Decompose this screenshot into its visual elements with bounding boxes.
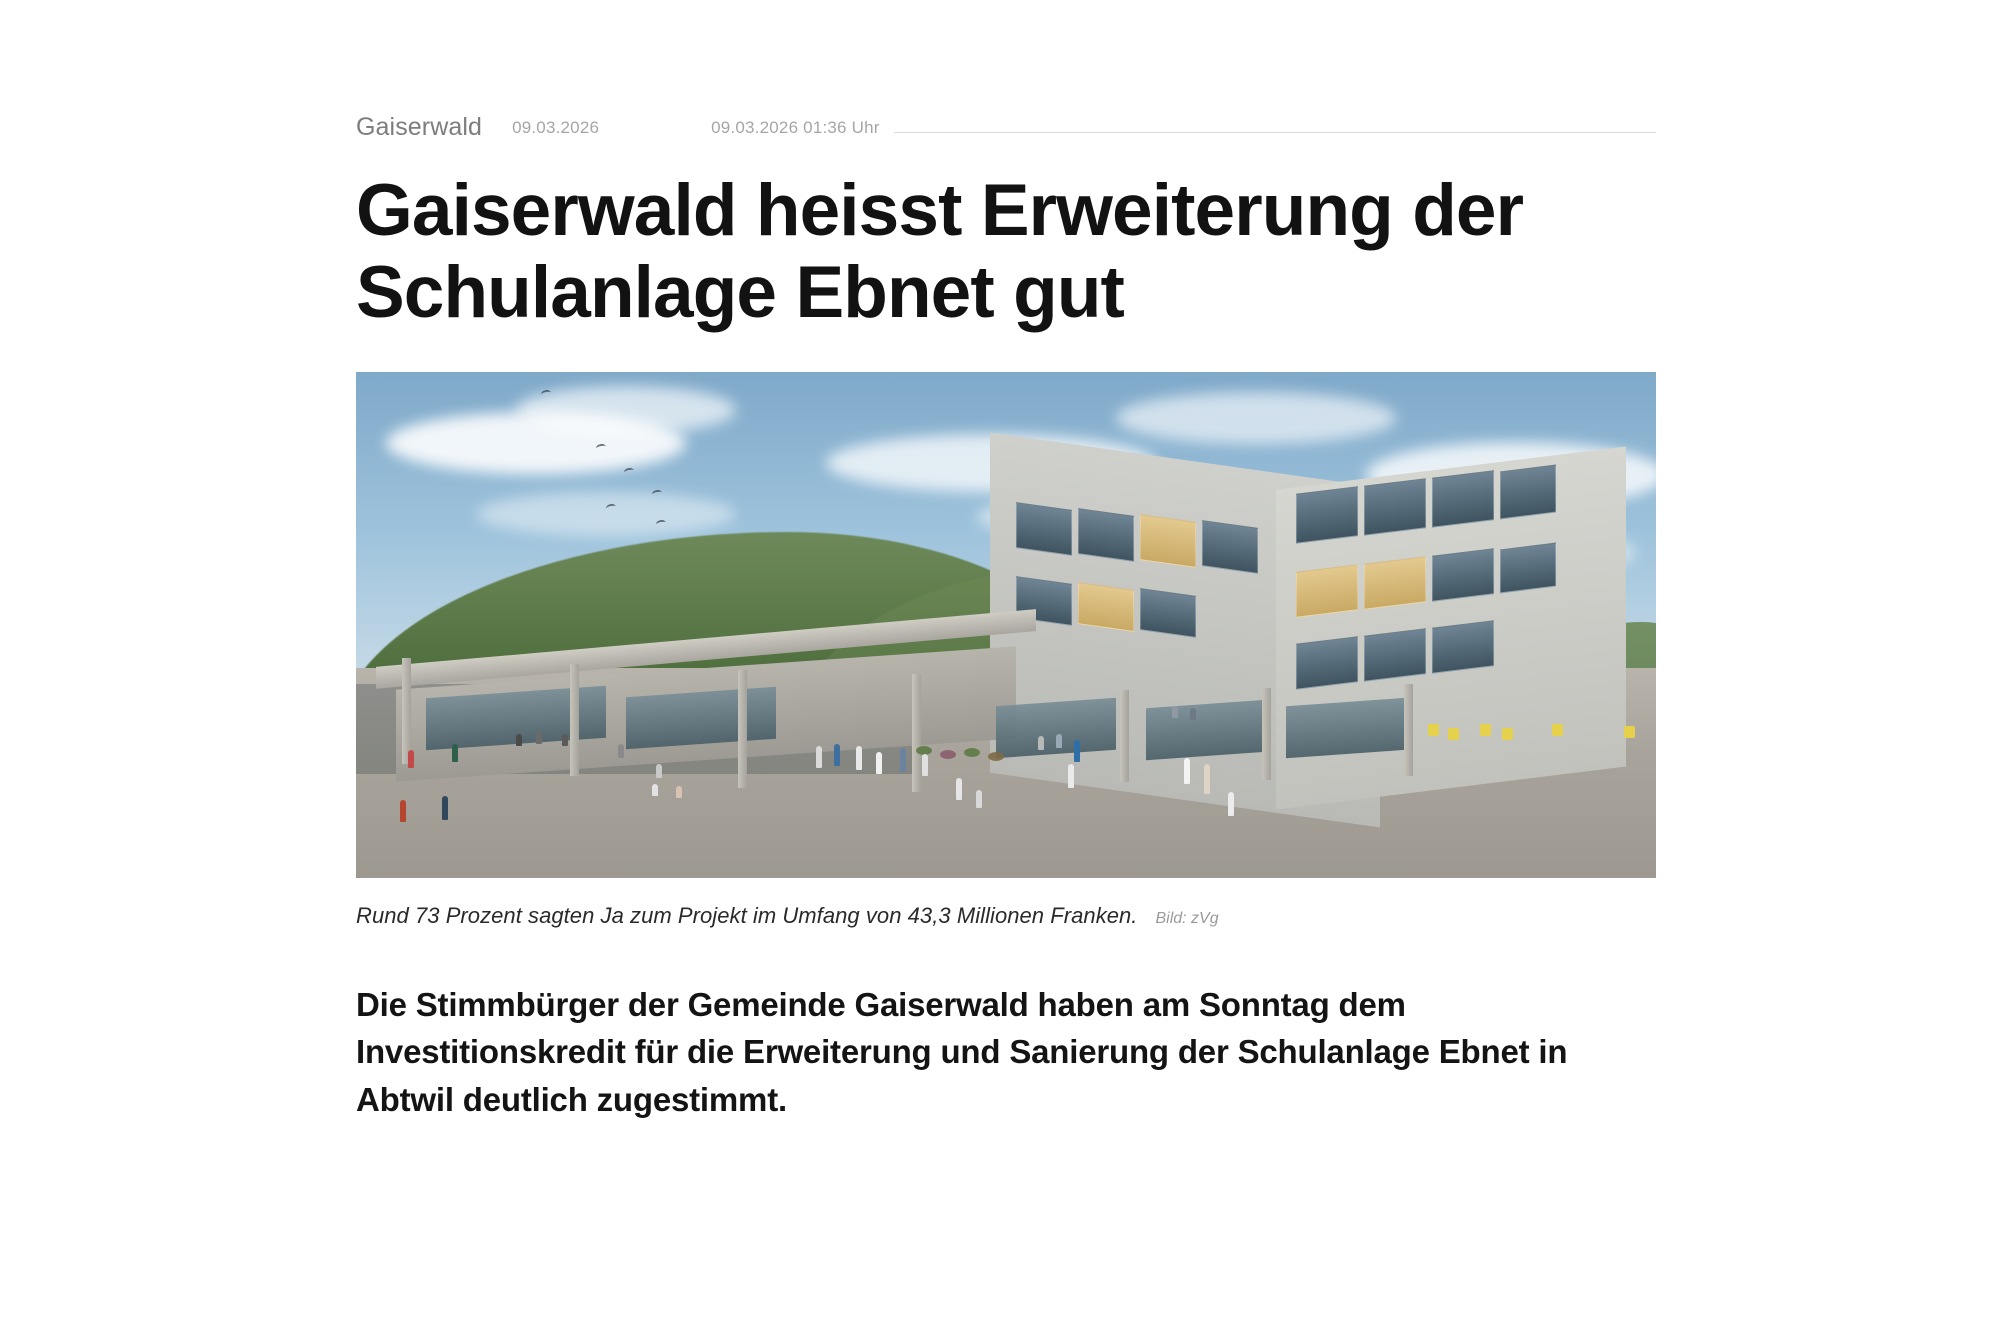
image-caption (356, 903, 1656, 929)
person (400, 800, 406, 822)
window (1432, 548, 1494, 602)
page-title: Gaiserwald heisst Erweiterung der Schulanlage Ebnet gut (356, 170, 1524, 333)
person (408, 750, 414, 768)
canopy-column (570, 664, 579, 776)
cloud (1116, 392, 1396, 444)
window (1016, 502, 1072, 556)
shrub (940, 750, 956, 759)
window (1078, 508, 1134, 562)
window (1140, 514, 1196, 568)
person (652, 784, 658, 796)
window (1432, 620, 1494, 674)
bird (651, 489, 662, 498)
person (956, 778, 962, 800)
bird (605, 503, 616, 512)
window (1296, 636, 1358, 690)
terrace-chair (1448, 728, 1459, 740)
window (1432, 470, 1494, 528)
bird (623, 467, 634, 476)
ground-floor-glazing (996, 697, 1116, 757)
window (1078, 582, 1134, 632)
terrace-chair (1502, 728, 1513, 740)
person (816, 746, 822, 768)
publish-date: 09.03.2026 (512, 118, 600, 137)
terrace-chair (1552, 724, 1563, 736)
window (1296, 486, 1358, 544)
person (516, 734, 522, 746)
person (900, 748, 906, 772)
canopy-column (912, 674, 921, 792)
person (656, 764, 662, 778)
canopy-column (1404, 684, 1413, 776)
article-lead: Die Stimmbürger der Gemeinde Gaiserwald haben am Sonntag dem Investitionskredit für die Erweiterung und Sanierung der Schulanlage Ebnet in Abtwil deutlich zugestimmt. (356, 985, 1568, 1118)
cloud (476, 492, 736, 536)
person (1228, 792, 1234, 816)
terrace-chair (1428, 724, 1439, 736)
person (976, 790, 982, 808)
canopy-column (402, 658, 411, 764)
update-date: 09.03.2026 01:36 Uhr (711, 118, 880, 137)
article-kicker[interactable]: Gaiserwald (356, 112, 483, 141)
caption-credit: Bild: zVg (1155, 909, 1219, 927)
meta-dates (512, 118, 894, 138)
window (1500, 464, 1556, 519)
article-meta (356, 110, 1656, 144)
shrub (988, 752, 1004, 761)
person (676, 786, 682, 798)
canopy-column (738, 670, 747, 788)
window (1202, 520, 1258, 574)
terrace-chair (1624, 726, 1635, 738)
person (1056, 734, 1062, 748)
meta-divider (512, 118, 1656, 137)
person (1068, 764, 1074, 788)
person (618, 744, 624, 758)
window (1296, 564, 1358, 618)
article-image (356, 372, 1656, 878)
caption-text: Rund 73 Prozent sagten Ja zum Projekt im Umfang von 43,3 Millionen Franken. (356, 902, 1138, 928)
person (1184, 758, 1190, 784)
window (1500, 542, 1556, 593)
article-container (356, 110, 1656, 1156)
window (1364, 478, 1426, 536)
canopy-column (1120, 690, 1129, 782)
person (834, 744, 840, 766)
person (876, 752, 882, 774)
person (1074, 740, 1080, 762)
person (856, 746, 862, 770)
bird (595, 443, 606, 452)
person (562, 734, 568, 746)
window (1140, 588, 1196, 638)
ground-floor-glazing (1146, 699, 1266, 759)
person (922, 754, 928, 776)
ground-floor-glazing (1286, 697, 1406, 757)
person (452, 744, 458, 762)
shrub (964, 748, 980, 757)
window (1364, 628, 1426, 682)
bird (655, 519, 666, 528)
person (536, 732, 542, 744)
ground-floor-glazing (626, 686, 776, 748)
person (442, 796, 448, 820)
person (1204, 764, 1210, 794)
terrace-chair (1480, 724, 1491, 736)
article-figure (356, 372, 1656, 929)
bird (540, 389, 551, 398)
person (1038, 736, 1044, 750)
person (1172, 706, 1178, 718)
canopy-column (1262, 688, 1271, 780)
person (1190, 708, 1196, 720)
window (1364, 556, 1426, 610)
